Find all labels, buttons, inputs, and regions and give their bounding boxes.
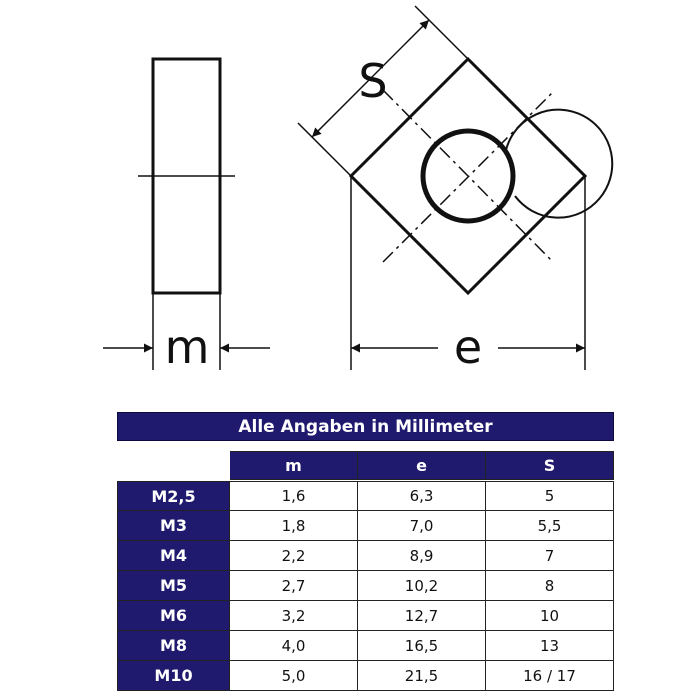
cell-s: 5 xyxy=(486,481,614,511)
cell-e: 7,0 xyxy=(358,511,486,541)
row-size-label: M4 xyxy=(117,541,230,571)
cell-e: 10,2 xyxy=(358,571,486,601)
cell-s: 16 / 17 xyxy=(486,661,614,691)
cell-m: 3,2 xyxy=(230,601,358,631)
column-header-e: e xyxy=(358,451,486,480)
column-header-m: m xyxy=(230,451,358,480)
table-title: Alle Angaben in Millimeter xyxy=(117,412,614,441)
top-view xyxy=(298,6,612,374)
cell-e: 12,7 xyxy=(358,601,486,631)
s-extension-left xyxy=(298,123,351,176)
label-s: S xyxy=(358,54,388,108)
cell-e: 8,9 xyxy=(358,541,486,571)
cell-e: 6,3 xyxy=(358,481,486,511)
cell-m: 2,2 xyxy=(230,541,358,571)
cell-s: 10 xyxy=(486,601,614,631)
column-header-s: S xyxy=(486,451,614,480)
row-size-label: M8 xyxy=(117,631,230,661)
cell-s: 13 xyxy=(486,631,614,661)
row-size-label: M3 xyxy=(117,511,230,541)
table-corner xyxy=(117,451,230,481)
s-extension-top xyxy=(415,6,468,59)
cell-m: 1,6 xyxy=(230,481,358,511)
cell-m: 1,8 xyxy=(230,511,358,541)
row-size-label: M10 xyxy=(117,661,230,691)
side-view xyxy=(103,59,270,374)
dimension-table xyxy=(117,412,614,691)
row-size-label: M6 xyxy=(117,601,230,631)
cell-s: 5,5 xyxy=(486,511,614,541)
label-m: m xyxy=(164,320,210,374)
table-grid xyxy=(117,451,614,691)
cell-m: 5,0 xyxy=(230,661,358,691)
cell-e: 16,5 xyxy=(358,631,486,661)
cell-m: 2,7 xyxy=(230,571,358,601)
row-size-label: M5 xyxy=(117,571,230,601)
cell-s: 8 xyxy=(486,571,614,601)
row-size-label: M2,5 xyxy=(117,481,230,511)
cell-s: 7 xyxy=(486,541,614,571)
cell-m: 4,0 xyxy=(230,631,358,661)
cell-e: 21,5 xyxy=(358,661,486,691)
label-e: e xyxy=(453,320,483,374)
